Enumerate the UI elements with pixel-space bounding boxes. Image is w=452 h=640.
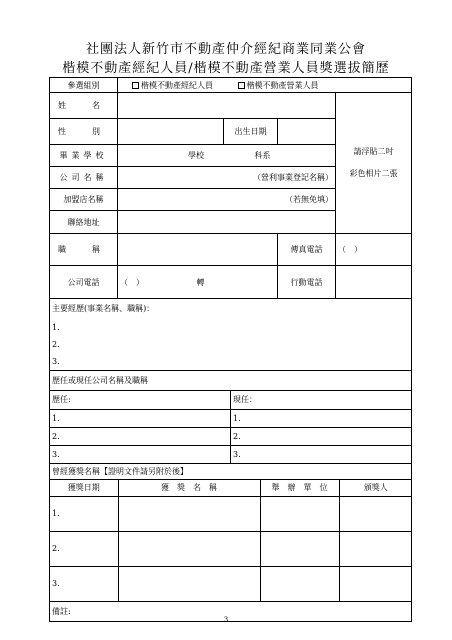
awards-table bbox=[50, 480, 412, 601]
photo-instruction-1: 請浮貼二吋 bbox=[353, 147, 394, 156]
current-position-1[interactable]: 1. bbox=[231, 409, 412, 427]
award-row-3-organizer[interactable] bbox=[260, 566, 339, 601]
award-row-3-name[interactable] bbox=[118, 566, 260, 601]
form-title-line2: 楷模不動產經紀人員/楷模不動產營業人員獎選拔簡歷 bbox=[62, 61, 390, 76]
award-row-1-name[interactable] bbox=[118, 496, 260, 531]
job-title-field[interactable] bbox=[118, 234, 278, 266]
company-field[interactable] bbox=[118, 167, 336, 189]
awards-section bbox=[50, 480, 412, 602]
phone-ext-label: 轉 bbox=[196, 277, 205, 287]
phone-area-code: （ ） bbox=[120, 277, 144, 287]
checkbox-broker[interactable] bbox=[132, 82, 139, 89]
company-label: 公司名稱 bbox=[50, 167, 118, 189]
experience-item-2[interactable]: 2. bbox=[52, 340, 60, 349]
form-title-line1: 社團法人新竹市不動產仲介經紀商業同業公會 bbox=[85, 42, 366, 57]
company-note: （營利事業登記名稱） bbox=[253, 173, 333, 182]
mobile-label: 行動電話 bbox=[278, 266, 336, 299]
name-field[interactable] bbox=[118, 93, 336, 119]
gender-label: 性 別 bbox=[50, 119, 118, 145]
award-row-1-recipient[interactable] bbox=[339, 496, 412, 531]
address-field[interactable] bbox=[118, 211, 336, 234]
photo-area bbox=[336, 93, 412, 234]
award-date-header: 獲獎日期 bbox=[67, 483, 100, 493]
fax-field[interactable] bbox=[336, 234, 412, 266]
school-unit: 學校 bbox=[188, 151, 204, 160]
award-recipient-header: 頒獎人 bbox=[339, 480, 412, 496]
checkbox-sales[interactable] bbox=[238, 82, 245, 89]
positions-section bbox=[50, 391, 412, 464]
award-row-1-organizer[interactable] bbox=[260, 496, 339, 531]
gender-field[interactable] bbox=[118, 119, 224, 145]
award-row-2-date[interactable]: 2. bbox=[50, 531, 118, 566]
department-unit: 科系 bbox=[254, 151, 271, 160]
past-positions-label: 歷任: bbox=[52, 395, 71, 405]
application-form bbox=[49, 77, 412, 622]
address-label: 聯絡地址 bbox=[50, 211, 118, 234]
positions-heading: 歷任或現任公司名稱及職稱 bbox=[50, 371, 412, 391]
current-position-3[interactable]: 3. bbox=[231, 445, 412, 463]
photo-instruction-2: 彩色相片二張 bbox=[349, 169, 398, 178]
award-row-1-date[interactable]: 1. bbox=[50, 496, 118, 531]
page-number: 3 bbox=[223, 616, 229, 624]
school-field[interactable] bbox=[118, 145, 336, 167]
broker-option-label: 楷模不動產經紀人員 bbox=[141, 80, 213, 90]
experience-section[interactable] bbox=[50, 299, 412, 371]
school-label: 畢業學校 bbox=[50, 145, 118, 167]
past-position-1[interactable]: 1. bbox=[50, 409, 231, 427]
job-title-label: 職 稱 bbox=[50, 234, 118, 266]
birthdate-label: 出生日期 bbox=[224, 119, 278, 145]
award-name-header: 獲 獎 名 稱 bbox=[118, 480, 260, 496]
name-label: 姓 名 bbox=[50, 93, 118, 119]
category-label: 參選組別 bbox=[50, 78, 118, 93]
award-row-2-name[interactable] bbox=[118, 531, 260, 566]
broker-option[interactable] bbox=[132, 81, 213, 90]
birthdate-field[interactable] bbox=[278, 119, 336, 145]
past-position-3[interactable]: 3. bbox=[50, 445, 231, 463]
phone-label: 公司電話 bbox=[50, 266, 118, 299]
experience-item-3[interactable]: 3. bbox=[52, 357, 60, 366]
award-row-3-date[interactable]: 3. bbox=[50, 566, 118, 601]
remarks-label: 備註: bbox=[52, 607, 71, 616]
current-positions-label: 現任： bbox=[231, 391, 412, 409]
mobile-field[interactable] bbox=[336, 266, 412, 299]
award-row-2-recipient[interactable] bbox=[339, 531, 412, 566]
award-row-2-organizer[interactable] bbox=[260, 531, 339, 566]
past-position-2[interactable]: 2. bbox=[50, 427, 231, 445]
award-row-3-recipient[interactable] bbox=[339, 566, 412, 601]
positions-table bbox=[50, 391, 411, 463]
category-options bbox=[118, 78, 412, 93]
sales-option[interactable] bbox=[238, 81, 319, 90]
award-organizer-header: 舉 辦 單 位 bbox=[260, 480, 339, 496]
experience-item-1[interactable]: 1. bbox=[52, 323, 60, 332]
franchise-field[interactable] bbox=[118, 189, 336, 211]
experience-heading: 主要經歷(事業名稱、職稱)： bbox=[52, 304, 155, 313]
phone-field[interactable] bbox=[118, 266, 278, 299]
fax-label: 傳真電話 bbox=[278, 234, 336, 266]
awards-heading: 曾經獲獎名稱【證明文件請另附於後】 bbox=[50, 464, 412, 480]
franchise-note: （若無免填） bbox=[285, 195, 333, 204]
sales-option-label: 楷模不動產營業人員 bbox=[246, 80, 319, 90]
current-position-2[interactable]: 2. bbox=[231, 427, 412, 445]
fax-area-code: （ ） bbox=[338, 245, 362, 254]
franchise-label: 加盟店名稱 bbox=[50, 189, 118, 211]
